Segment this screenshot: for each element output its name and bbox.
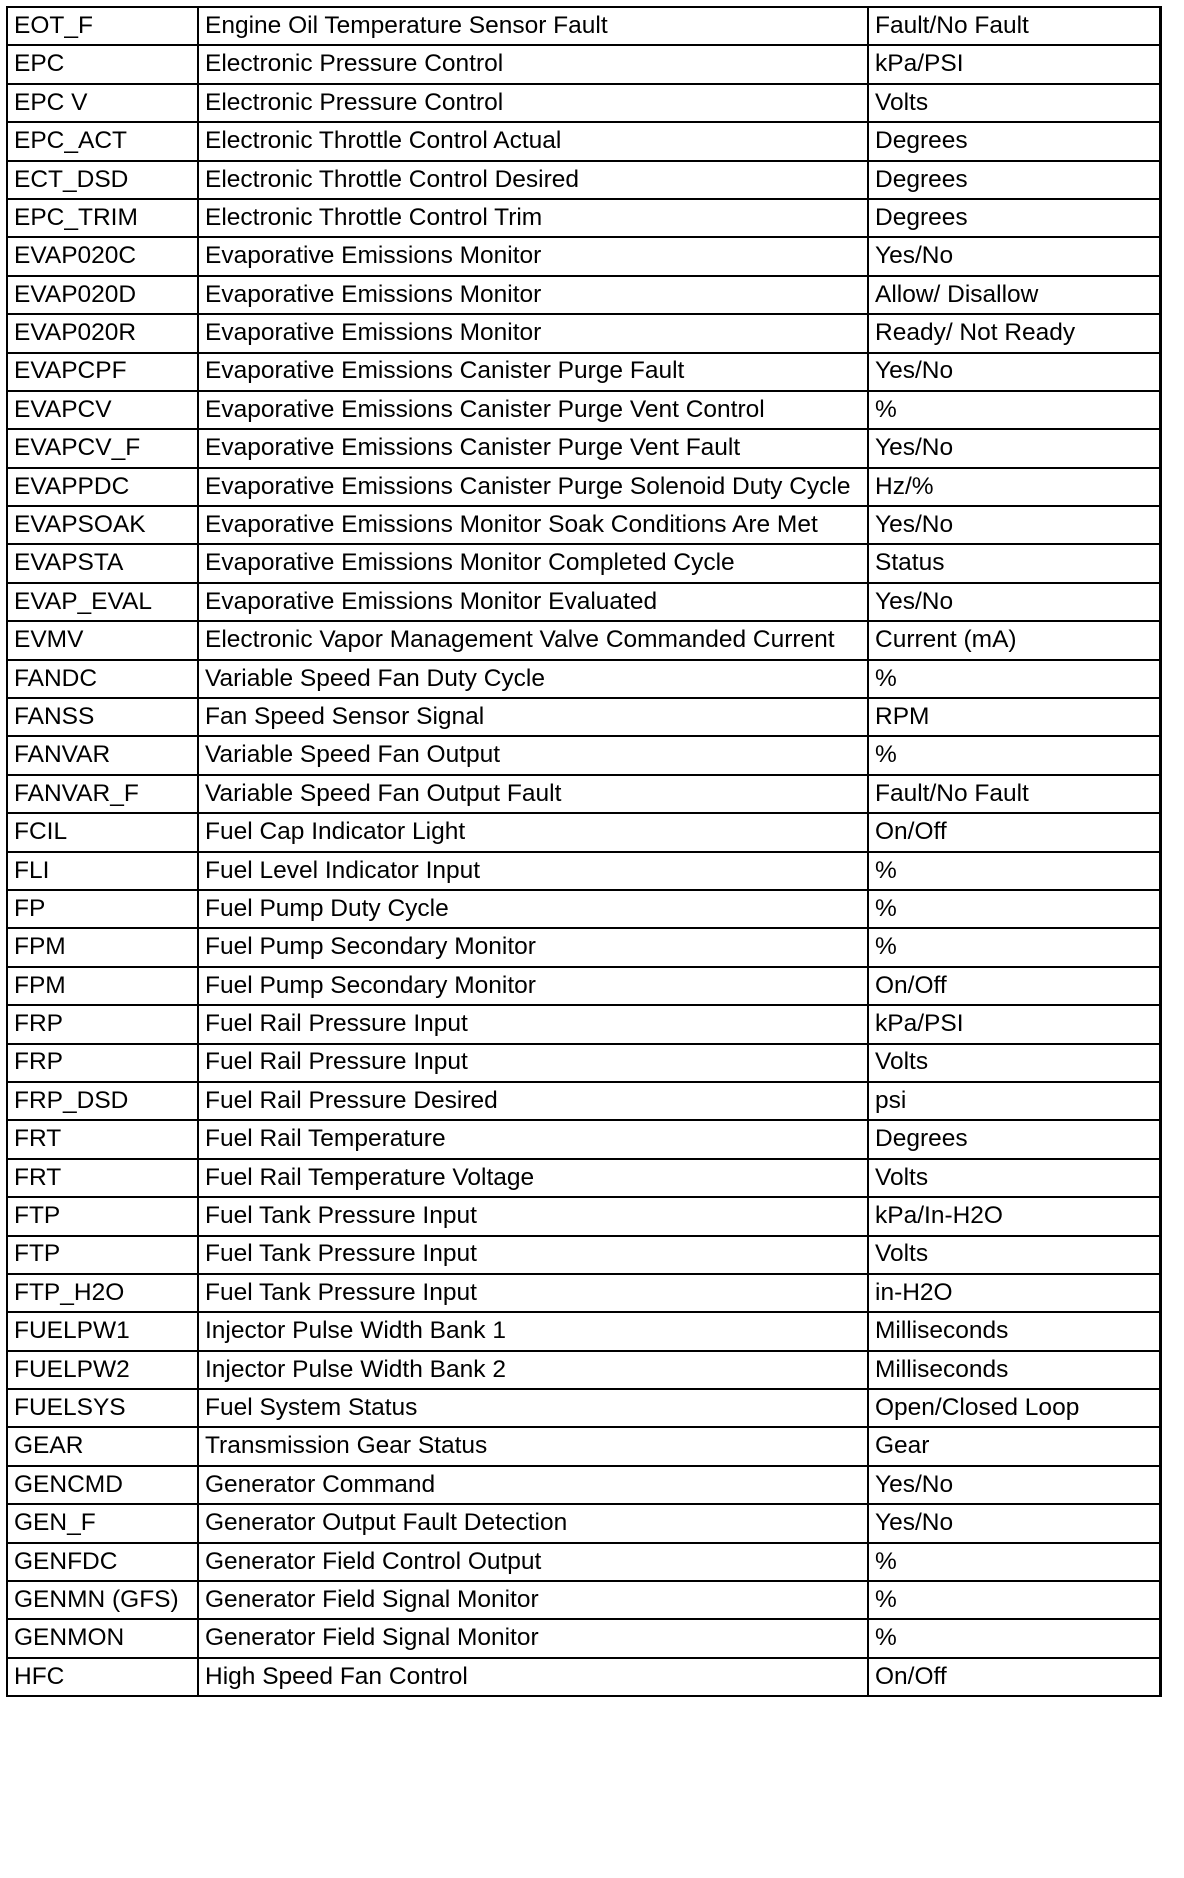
table-row [7, 1427, 1160, 1465]
units-cell: Yes/No [868, 506, 1160, 544]
description-cell: Electronic Throttle Control Desired [198, 161, 868, 199]
units-cell: Yes/No [868, 237, 1160, 275]
units-cell: Volts [868, 1159, 1160, 1197]
units-cell: Volts [868, 1236, 1160, 1274]
units-cell: % [868, 1619, 1160, 1657]
pid-cell: GEAR [7, 1427, 198, 1465]
description-cell: Generator Field Control Output [198, 1543, 868, 1581]
pid-cell: FANDC [7, 660, 198, 698]
table-row [7, 1466, 1160, 1504]
units-cell: Hz/% [868, 468, 1160, 506]
units-cell: % [868, 1581, 1160, 1619]
table-row [7, 1197, 1160, 1235]
description-cell: Fuel Cap Indicator Light [198, 813, 868, 851]
pid-cell: FUELSYS [7, 1389, 198, 1427]
description-cell: Fuel Pump Duty Cycle [198, 890, 868, 928]
table-row [7, 468, 1160, 506]
table-row [7, 122, 1160, 160]
description-cell: Fuel System Status [198, 1389, 868, 1427]
table-row [7, 276, 1160, 314]
units-cell: Open/Closed Loop [868, 1389, 1160, 1427]
units-cell: Gear [868, 1427, 1160, 1465]
table-row [7, 813, 1160, 851]
description-cell: Evaporative Emissions Monitor Evaluated [198, 583, 868, 621]
units-cell: Milliseconds [868, 1351, 1160, 1389]
pid-cell: FTP_H2O [7, 1274, 198, 1312]
units-cell: Allow/ Disallow [868, 276, 1160, 314]
description-cell: Fuel Pump Secondary Monitor [198, 967, 868, 1005]
description-cell: Fan Speed Sensor Signal [198, 698, 868, 736]
pid-cell: GEN_F [7, 1504, 198, 1542]
units-cell: Ready/ Not Ready [868, 314, 1160, 352]
description-cell: Evaporative Emissions Monitor [198, 276, 868, 314]
description-cell: Fuel Rail Pressure Input [198, 1005, 868, 1043]
table-row [7, 7, 1160, 45]
table-row [7, 1504, 1160, 1542]
table-row [7, 1658, 1160, 1696]
pid-cell: FTP [7, 1236, 198, 1274]
units-cell: Degrees [868, 199, 1160, 237]
pid-cell: FPM [7, 928, 198, 966]
table-row [7, 1044, 1160, 1082]
description-cell: Electronic Throttle Control Actual [198, 122, 868, 160]
description-cell: Generator Field Signal Monitor [198, 1581, 868, 1619]
units-cell: Yes/No [868, 429, 1160, 467]
table-row [7, 1581, 1160, 1619]
units-cell: Status [868, 544, 1160, 582]
units-cell: Yes/No [868, 1466, 1160, 1504]
units-cell: RPM [868, 698, 1160, 736]
pid-cell: FUELPW1 [7, 1312, 198, 1350]
table-row [7, 1236, 1160, 1274]
units-cell: Yes/No [868, 583, 1160, 621]
units-cell: Degrees [868, 161, 1160, 199]
pid-cell: EVAP020C [7, 237, 198, 275]
table-row [7, 967, 1160, 1005]
pid-cell: FLI [7, 852, 198, 890]
pid-cell: EVMV [7, 621, 198, 659]
table-row [7, 1005, 1160, 1043]
units-cell: Volts [868, 84, 1160, 122]
pid-cell: GENFDC [7, 1543, 198, 1581]
description-cell: Variable Speed Fan Duty Cycle [198, 660, 868, 698]
table-row [7, 1274, 1160, 1312]
units-cell: % [868, 928, 1160, 966]
pid-cell: EVAP_EVAL [7, 583, 198, 621]
description-cell: Evaporative Emissions Monitor [198, 237, 868, 275]
pid-cell: EVAP020R [7, 314, 198, 352]
description-cell: Fuel Rail Temperature [198, 1120, 868, 1158]
table-row [7, 852, 1160, 890]
units-cell: in-H2O [868, 1274, 1160, 1312]
description-cell: Evaporative Emissions Canister Purge Vent Control [198, 391, 868, 429]
table-row [7, 314, 1160, 352]
table-row [7, 775, 1160, 813]
description-cell: Fuel Rail Temperature Voltage [198, 1159, 868, 1197]
pid-cell: ECT_DSD [7, 161, 198, 199]
description-cell: Transmission Gear Status [198, 1427, 868, 1465]
table-row [7, 1389, 1160, 1427]
pid-cell: FTP [7, 1197, 198, 1235]
pid-cell: EVAPCV [7, 391, 198, 429]
pid-cell: GENMON [7, 1619, 198, 1657]
units-cell: On/Off [868, 813, 1160, 851]
table-row [7, 1159, 1160, 1197]
table-row [7, 890, 1160, 928]
description-cell: Engine Oil Temperature Sensor Fault [198, 7, 868, 45]
description-cell: Generator Field Signal Monitor [198, 1619, 868, 1657]
pid-cell: FP [7, 890, 198, 928]
pid-cell: FUELPW2 [7, 1351, 198, 1389]
table-row [7, 928, 1160, 966]
table-row [7, 429, 1160, 467]
pid-cell: EVAPSOAK [7, 506, 198, 544]
pid-cell: FCIL [7, 813, 198, 851]
units-cell: On/Off [868, 967, 1160, 1005]
units-cell: Volts [868, 1044, 1160, 1082]
description-cell: Generator Command [198, 1466, 868, 1504]
pid-cell: EPC_TRIM [7, 199, 198, 237]
table-row [7, 237, 1160, 275]
table-row [7, 583, 1160, 621]
description-cell: Electronic Pressure Control [198, 45, 868, 83]
pid-cell: FANVAR [7, 736, 198, 774]
units-cell: Yes/No [868, 1504, 1160, 1542]
table-row [7, 736, 1160, 774]
pid-cell: FANSS [7, 698, 198, 736]
pid-table-body [7, 7, 1160, 1696]
pid-cell: GENCMD [7, 1466, 198, 1504]
units-cell: kPa/PSI [868, 1005, 1160, 1043]
pid-cell: EVAPSTA [7, 544, 198, 582]
table-row [7, 353, 1160, 391]
description-cell: Evaporative Emissions Canister Purge Fault [198, 353, 868, 391]
units-cell: On/Off [868, 1658, 1160, 1696]
table-row [7, 161, 1160, 199]
table-row [7, 391, 1160, 429]
table-row [7, 621, 1160, 659]
description-cell: Variable Speed Fan Output [198, 736, 868, 774]
pid-cell: EVAPCPF [7, 353, 198, 391]
description-cell: Evaporative Emissions Canister Purge Solenoid Duty Cycle [198, 468, 868, 506]
table-row [7, 506, 1160, 544]
description-cell: Evaporative Emissions Monitor [198, 314, 868, 352]
units-cell: Milliseconds [868, 1312, 1160, 1350]
units-cell: Fault/No Fault [868, 7, 1160, 45]
pid-cell: EPC V [7, 84, 198, 122]
units-cell: Degrees [868, 122, 1160, 160]
description-cell: Evaporative Emissions Monitor Completed Cycle [198, 544, 868, 582]
pid-cell: FPM [7, 967, 198, 1005]
table-row [7, 1082, 1160, 1120]
units-cell: kPa/PSI [868, 45, 1160, 83]
description-cell: Fuel Tank Pressure Input [198, 1197, 868, 1235]
description-cell: Fuel Level Indicator Input [198, 852, 868, 890]
pid-cell: FRT [7, 1120, 198, 1158]
units-cell: Degrees [868, 1120, 1160, 1158]
pid-cell: FRP [7, 1044, 198, 1082]
pid-cell: GENMN (GFS) [7, 1581, 198, 1619]
description-cell: Evaporative Emissions Canister Purge Vent Fault [198, 429, 868, 467]
units-cell: Yes/No [868, 353, 1160, 391]
pid-cell: FRP [7, 1005, 198, 1043]
pid-reference-table [6, 6, 1162, 1697]
table-row [7, 199, 1160, 237]
table-row [7, 45, 1160, 83]
description-cell: Generator Output Fault Detection [198, 1504, 868, 1542]
units-cell: % [868, 660, 1160, 698]
units-cell: Current (mA) [868, 621, 1160, 659]
pid-cell: EVAPPDC [7, 468, 198, 506]
units-cell: kPa/In-H2O [868, 1197, 1160, 1235]
pid-cell: FRT [7, 1159, 198, 1197]
table-row [7, 84, 1160, 122]
description-cell: Fuel Tank Pressure Input [198, 1274, 868, 1312]
description-cell: Fuel Rail Pressure Input [198, 1044, 868, 1082]
description-cell: Fuel Tank Pressure Input [198, 1236, 868, 1274]
description-cell: Variable Speed Fan Output Fault [198, 775, 868, 813]
description-cell: High Speed Fan Control [198, 1658, 868, 1696]
units-cell: % [868, 391, 1160, 429]
description-cell: Electronic Pressure Control [198, 84, 868, 122]
units-cell: % [868, 1543, 1160, 1581]
description-cell: Fuel Rail Pressure Desired [198, 1082, 868, 1120]
description-cell: Electronic Throttle Control Trim [198, 199, 868, 237]
units-cell: % [868, 852, 1160, 890]
pid-cell: EPC [7, 45, 198, 83]
pid-cell: EPC_ACT [7, 122, 198, 160]
table-row [7, 1543, 1160, 1581]
description-cell: Injector Pulse Width Bank 2 [198, 1351, 868, 1389]
table-row [7, 544, 1160, 582]
pid-cell: HFC [7, 1658, 198, 1696]
table-row [7, 1312, 1160, 1350]
pid-cell: FANVAR_F [7, 775, 198, 813]
units-cell: Fault/No Fault [868, 775, 1160, 813]
description-cell: Evaporative Emissions Monitor Soak Conditions Are Met [198, 506, 868, 544]
units-cell: % [868, 890, 1160, 928]
pid-cell: EVAP020D [7, 276, 198, 314]
description-cell: Injector Pulse Width Bank 1 [198, 1312, 868, 1350]
description-cell: Fuel Pump Secondary Monitor [198, 928, 868, 966]
units-cell: psi [868, 1082, 1160, 1120]
table-row [7, 660, 1160, 698]
pid-cell: EVAPCV_F [7, 429, 198, 467]
pid-cell: FRP_DSD [7, 1082, 198, 1120]
table-row [7, 698, 1160, 736]
table-row [7, 1120, 1160, 1158]
pid-cell: EOT_F [7, 7, 198, 45]
table-row [7, 1619, 1160, 1657]
units-cell: % [868, 736, 1160, 774]
table-row [7, 1351, 1160, 1389]
description-cell: Electronic Vapor Management Valve Commanded Current [198, 621, 868, 659]
